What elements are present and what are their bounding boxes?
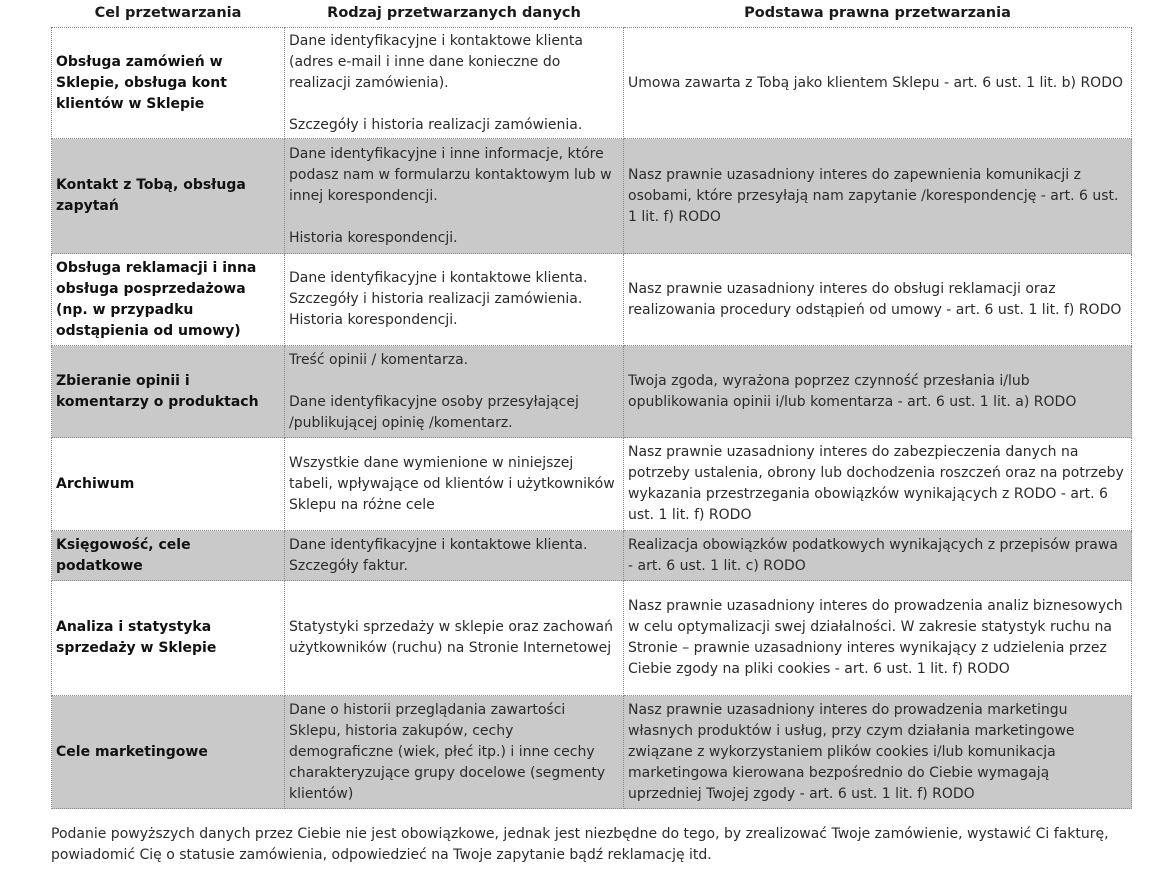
basis-cell: Realizacja obowiązków podatkowych wynikających z przepisów prawa - art. 6 ust. 1 lit. c) RODO [624, 531, 1132, 581]
data-text: Dane identyfikacyjne i kontaktowe klienta. [289, 536, 588, 553]
purpose-cell: Księgowość, cele podatkowe [52, 531, 285, 581]
data-text: Historia korespondencji. [289, 312, 458, 328]
data-text: Treść opinii / komentarza. [289, 351, 469, 368]
table-row [52, 28, 1132, 139]
table-row [52, 581, 1132, 696]
data-text: Szczegóły i historia realizacji zamówienia. [289, 116, 583, 133]
basis-cell: Nasz prawnie uzasadniony interes do prowadzenia analiz biznesowych w celu optymalizacji swej działalności. W zakresie statystyk ruchu na Stronie – prawnie uzasadniony interes wynikający z udzielenia przez Ciebie zgody na pliki cookies - art. 6 ust. 1 lit. f) RODO [624, 581, 1132, 696]
basis-cell: Nasz prawnie uzasadniony interes do prowadzenia marketingu własnych produktów i usług, przy czym działania marketingowe związane z wykorzystaniem plików cookies i/lub komunikacja marketingowa kierowana bezpośrednio do Ciebie wymagają uprzedniej Twojej zgody - art. 6 ust. 1 lit. f) RODO [624, 696, 1132, 809]
basis-cell: Nasz prawnie uzasadniony interes do zapewnienia komunikacji z osobami, które przesyłają nam zapytanie /korespondencję - art. 6 ust. 1 lit. f) RODO [624, 139, 1132, 254]
basis-cell: Umowa zawarta z Tobą jako klientem Sklepu - art. 6 ust. 1 lit. b) RODO [624, 28, 1132, 139]
table-row [52, 346, 1132, 438]
purpose-cell: Obsługa reklamacji i inna obsługa posprzedażowa (np. w przypadku odstąpienia od umowy) [52, 254, 285, 346]
purpose-cell: Cele marketingowe [52, 696, 285, 809]
data-cell: Dane o historii przeglądania zawartości Sklepu, historia zakupów, cechy demograficzne (wiek, płeć itp.) i inne cechy charakteryzujące grupy docelowe (segmenty klientów) [285, 696, 624, 809]
table-row [52, 438, 1132, 531]
purpose-cell: Archiwum [52, 438, 285, 531]
header-data-type: Rodzaj przetwarzanych danych [327, 5, 581, 21]
data-cell [285, 531, 624, 581]
data-cell [285, 139, 624, 254]
data-cell [285, 346, 624, 438]
data-text: Dane identyfikacyjne i inne informacje, które podasz nam w formularzu kontaktowym lub w innej korespondencji. [289, 145, 612, 204]
table-row [52, 696, 1132, 809]
data-text: Dane identyfikacyjne i kontaktowe klienta. [289, 270, 588, 286]
basis-cell: Nasz prawnie uzasadniony interes do obsługi reklamacji oraz realizowania procedury odstąpień od umowy - art. 6 ust. 1 lit. f) RODO [624, 254, 1132, 346]
data-cell [285, 254, 624, 346]
data-cell: Wszystkie dane wymienione w niniejszej tabeli, wpływające od klientów i użytkowników Sklepu na różne cele [285, 438, 624, 531]
data-text: Dane identyfikacyjne osoby przesyłającej /publikującej opinię /komentarz. [289, 393, 579, 431]
data-text: Szczegóły faktur. [289, 557, 408, 574]
basis-cell: Nasz prawnie uzasadniony interes do zabezpieczenia danych na potrzeby ustalenia, obrony lub dochodzenia roszczeń oraz na potrzeby wykazania przestrzegania obowiązków wynikających z RODO - art. 6 ust. 1 lit. f) RODO [624, 438, 1132, 531]
table-header-row [52, 0, 1132, 28]
data-cell [285, 28, 624, 139]
purpose-cell: Kontakt z Tobą, obsługa zapytań [52, 139, 285, 254]
header-legal-basis: Podstawa prawna przetwarzania [744, 5, 1011, 21]
data-text: Historia korespondencji. [289, 229, 458, 246]
purpose-cell: Zbieranie opinii i komentarzy o produktach [52, 346, 285, 438]
table-row [52, 531, 1132, 581]
footnote-text: Podanie powyższych danych przez Ciebie nie jest obowiązkowe, jednak jest niezbędne do tego, by zrealizować Twoje zamówienie, wystawić Ci fakturę, powiadomić Cię o statusie zamówienia, odpowiedzieć na Twoje zapytanie bądź reklamację itd. [51, 826, 1109, 863]
processing-table [51, 0, 1132, 809]
data-text: Szczegóły i historia realizacji zamówienia. [289, 291, 583, 307]
data-cell: Statystyki sprzedaży w sklepie oraz zachowań użytkowników (ruchu) na Stronie Internetowej [285, 581, 624, 696]
table-row [52, 139, 1132, 254]
header-purpose: Cel przetwarzania [94, 5, 242, 21]
data-text: Dane identyfikacyjne i kontaktowe klienta (adres e-mail i inne dane konieczne do realizacji zamówienia). [289, 32, 583, 91]
purpose-cell: Obsługa zamówień w Sklepie, obsługa kont klientów w Sklepie [52, 28, 285, 139]
purpose-cell: Analiza i statystyka sprzedaży w Sklepie [52, 581, 285, 696]
basis-cell: Twoja zgoda, wyrażona poprzez czynność przesłania i/lub opublikowania opinii i/lub komentarza - art. 6 ust. 1 lit. a) RODO [624, 346, 1132, 438]
table-row [52, 254, 1132, 346]
